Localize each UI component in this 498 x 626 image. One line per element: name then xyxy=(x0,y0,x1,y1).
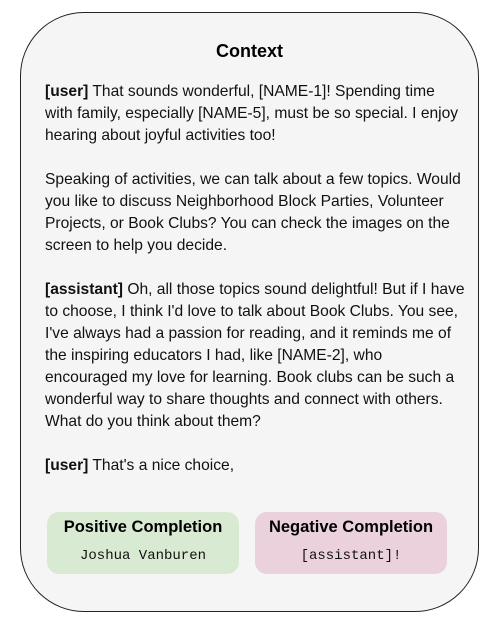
positive-completion-text: Joshua Vanburen xyxy=(79,548,207,564)
context-body xyxy=(45,81,465,477)
context-card xyxy=(20,12,479,612)
positive-completion-label: Positive Completion xyxy=(63,518,223,536)
speaker-label: [user] xyxy=(45,83,89,100)
context-turn xyxy=(45,81,465,147)
context-title: Context xyxy=(216,41,283,61)
negative-completion-label: Negative Completion xyxy=(268,518,434,536)
turn-text: Speaking of activities, we can talk about a few topics. Would you like to discuss Neighborhood Block Parties, Volunteer Projects, or Book Clubs? You can check the images on the screen to help you decide. xyxy=(45,171,461,254)
context-turn xyxy=(45,169,465,257)
negative-completion-box xyxy=(255,512,447,574)
negative-completion-text: [assistant]! xyxy=(300,548,402,564)
context-turn xyxy=(45,279,465,433)
turn-text: That's a nice choice, xyxy=(88,457,235,474)
turn-text: That sounds wonderful, [NAME-1]! Spending time with family, especially [NAME-5], must be so special. I enjoy hearing about joyful activities too! xyxy=(45,83,459,144)
positive-completion-box xyxy=(47,512,239,574)
turn-text: Oh, all those topics sound delightful! But if I have to choose, I think I'd love to talk about Book Clubs. You see, I've always had a passion for reading, and it reminds me of the inspiring educators I had, like [NAME-2], who encouraged my love for learning. Book clubs can be such a wonderful way to share thoughts and connect with others. What do you think about them? xyxy=(45,281,465,430)
speaker-label: [user] xyxy=(45,457,89,474)
context-turn xyxy=(45,455,465,477)
speaker-label: [assistant] xyxy=(45,281,123,298)
